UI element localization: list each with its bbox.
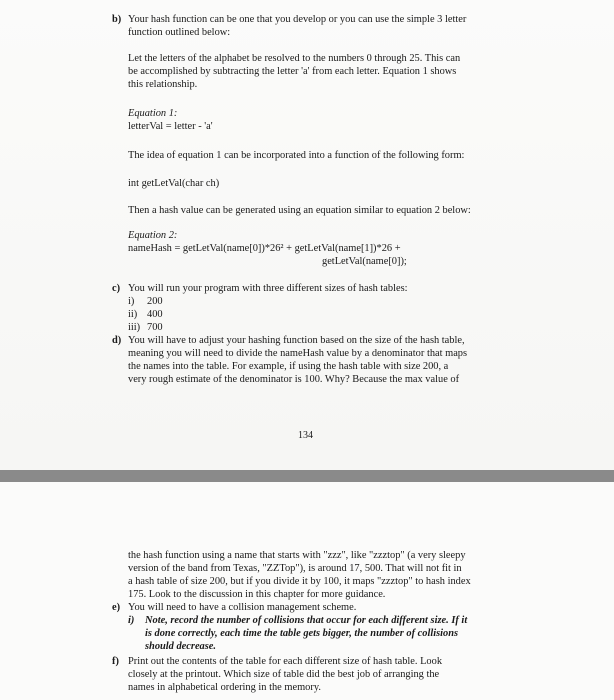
list-marker: i) [128,296,135,307]
list-item: 700 [147,322,163,333]
continuation-line: a hash table of size 200, but if you divide it by 100, it maps "zzztop" to hash index [128,576,471,587]
item-b-line: function outlined below: [128,27,231,38]
page-number: 134 [298,430,313,441]
list-item: 400 [147,309,163,320]
item-d-line: the names into the table. For example, if using the hash table with size 200, a [128,361,449,372]
item-f-line: names in alphabetical ordering in the memory. [128,682,321,693]
sub-item-marker: i) [128,615,135,626]
paragraph-line: be accomplished by subtracting the letter 'a' from each letter. Equation 1 shows [128,66,457,77]
item-d-marker: d) [112,335,122,346]
item-d-line: meaning you will need to divide the nameHash value by a denominator that maps [128,348,468,359]
item-f-line: Print out the contents of the table for each different size of hash table. Look [128,656,443,667]
list-marker: iii) [128,322,141,333]
item-d-line: very rough estimate of the denominator is 100. Why? Because the max value of [128,374,460,385]
continuation-line: version of the band from Texas, "ZZTop"), is around 17, 500. That will not fit in [128,563,462,574]
continuation-line: 175. Look to the discussion in this chapter for more guidance. [128,589,386,600]
item-b-line: Your hash function can be one that you develop or you can use the simple 3 letter [128,14,467,25]
sub-item-line: Note, record the number of collisions that occur for each different size. If it [145,615,468,626]
page-gap [0,470,614,482]
sub-item-line: is done correctly, each time the table gets bigger, the number of collisions [145,628,459,639]
item-f-marker: f) [112,656,119,667]
continuation-line: the hash function using a name that starts with "zzz", like "zzztop" (a very sleepy [128,550,466,561]
paragraph-line: The idea of equation 1 can be incorporated into a function of the following form: [128,150,465,161]
item-c-text: You will run your program with three different sizes of hash tables: [128,283,408,294]
item-b-marker: b) [112,14,122,25]
list-marker: ii) [128,309,138,320]
item-e-text: You will need to have a collision management scheme. [128,602,357,613]
equation-1: letterVal = letter - 'a' [128,121,213,132]
item-e-marker: e) [112,602,121,613]
paragraph-line: Let the letters of the alphabet be resolved to the numbers 0 through 25. This can [128,53,461,64]
sub-item-line: should decrease. [145,641,216,652]
paragraph-line: Then a hash value can be generated using an equation similar to equation 2 below: [128,205,471,216]
list-item: 200 [147,296,163,307]
equation-2-label: Equation 2: [128,230,178,241]
function-signature: int getLetVal(char ch) [128,178,220,189]
document-page-bottom [0,482,614,700]
equation-2-line: nameHash = getLetVal(name[0])*26² + getLetVal(name[1])*26 + [128,243,401,254]
equation-2-line: getLetVal(name[0]); [322,256,407,267]
item-c-marker: c) [112,283,121,294]
item-f-line: closely at the printout. Which size of table did the best job of arranging the [128,669,440,680]
paragraph-line: this relationship. [128,79,198,90]
item-d-line: You will have to adjust your hashing function based on the size of the hash table, [128,335,465,346]
equation-1-label: Equation 1: [128,108,178,119]
